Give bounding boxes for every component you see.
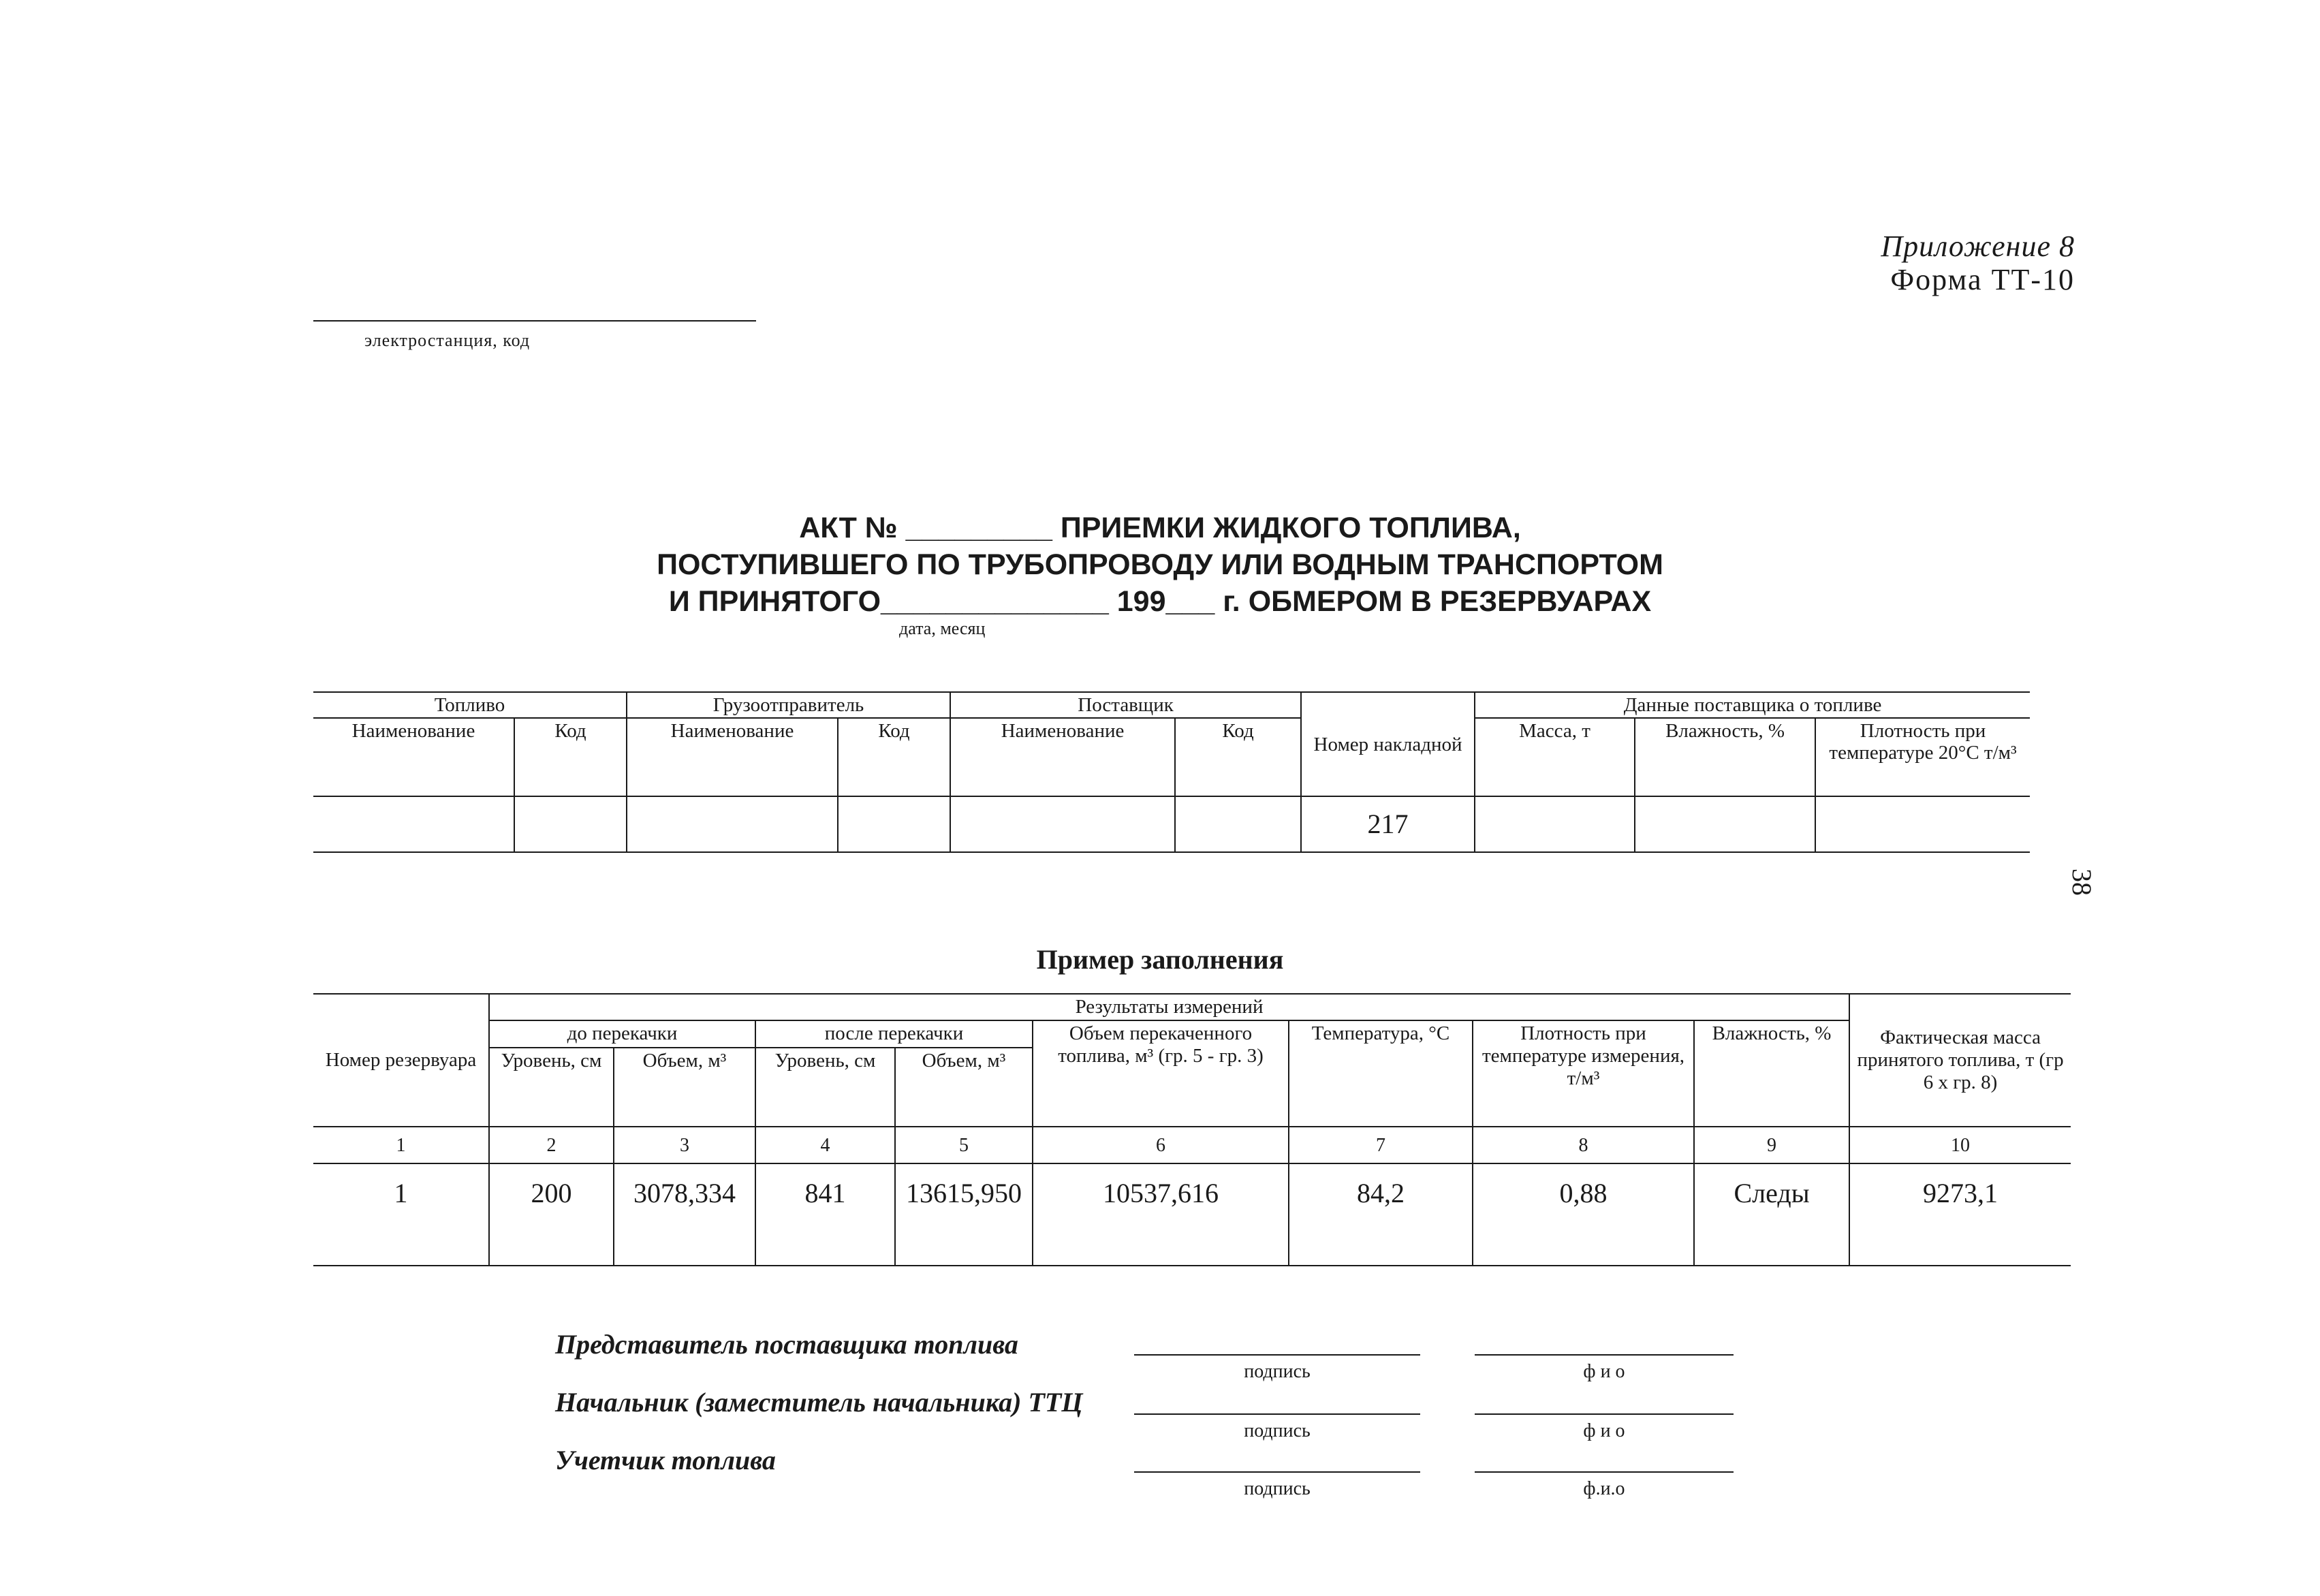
actual-mass-header: Фактическая масса принятого топлива, т (гр 6 х гр. 8): [1849, 994, 2071, 1127]
moisture-meas-cell: Следы: [1694, 1163, 1849, 1266]
group-shipper: Грузоотправитель: [627, 692, 950, 718]
name-line: [1475, 1354, 1734, 1356]
signature-line: [1134, 1471, 1420, 1473]
temperature-cell: 84,2: [1289, 1163, 1473, 1266]
plant-line: [313, 320, 756, 322]
density-header: Плотность при температуре 20°С т/м³: [1815, 718, 2030, 796]
volume-before-header: Объем, м³: [614, 1048, 755, 1127]
mass-header: Масса, т: [1475, 718, 1635, 796]
density-meas-cell: 0,88: [1473, 1163, 1694, 1266]
signature-label-supplier: Представитель поставщика топлива: [555, 1329, 1018, 1360]
col-number: 5: [895, 1127, 1033, 1163]
fuel-code-cell: [514, 796, 627, 852]
level-after-cell: 841: [755, 1163, 895, 1266]
sign-caption: подпись: [1244, 1361, 1311, 1382]
col-number: 6: [1033, 1127, 1289, 1163]
page-number: 38: [2067, 869, 2097, 896]
col-number: 4: [755, 1127, 895, 1163]
fuel-code-header: Код: [514, 718, 627, 796]
volume-before-cell: 3078,334: [614, 1163, 755, 1266]
temperature-header: Температура, °С: [1289, 1020, 1473, 1127]
name-line: [1475, 1471, 1734, 1473]
results-header: Результаты измерений: [489, 994, 1849, 1020]
invoice-header: Номер накладной: [1301, 692, 1475, 796]
volume-after-header: Объем, м³: [895, 1048, 1033, 1127]
signature-label-head: Начальник (заместитель начальника) ТТЦ: [555, 1387, 1083, 1418]
col-number: 1: [313, 1127, 489, 1163]
date-caption: дата, месяц: [899, 619, 986, 638]
pumped-volume-cell: 10537,616: [1033, 1163, 1289, 1266]
before-header: до перекачки: [489, 1020, 755, 1048]
shipper-name-cell: [627, 796, 838, 852]
name-line: [1475, 1413, 1734, 1415]
group-supplier: Поставщик: [950, 692, 1301, 718]
title-line-2: ПОСТУПИВШЕГО ПО ТРУБОПРОВОДУ ИЛИ ВОДНЫМ ТРАНСПОРТОМ: [657, 548, 1663, 581]
after-header: после перекачки: [755, 1020, 1033, 1048]
signature-label-accountant: Учетчик топлива: [555, 1445, 776, 1475]
col-number: 9: [1694, 1127, 1849, 1163]
col-number: 3: [614, 1127, 755, 1163]
tank-number-header: Номер резервуара: [313, 994, 489, 1127]
col-number: 2: [489, 1127, 614, 1163]
col-number: 10: [1849, 1127, 2071, 1163]
invoice-cell: 217: [1301, 796, 1475, 852]
mass-cell: [1475, 796, 1635, 852]
plant-caption: электростанция, код: [364, 330, 531, 350]
group-supplier-data: Данные поставщика о топливе: [1475, 692, 2030, 718]
title-line-3: И ПРИНЯТОГО______________ 199___ г. ОБМЕРОМ В РЕЗЕРВУАРАХ: [668, 585, 1652, 618]
measure-table: [313, 993, 2071, 1266]
moisture-cell: [1635, 796, 1815, 852]
signature-line: [1134, 1354, 1420, 1356]
tank-number-cell: 1: [313, 1163, 489, 1266]
density-meas-header: Плотность при температуре измерения, т/м³: [1473, 1020, 1694, 1127]
name-caption: ф и о: [1583, 1361, 1625, 1382]
pumped-volume-header: Объем перекаченного топлива, м³ (гр. 5 - гр. 3): [1033, 1020, 1289, 1127]
example-heading: Пример заполнения: [1036, 944, 1284, 975]
col-number: 8: [1473, 1127, 1694, 1163]
sign-caption: подпись: [1244, 1420, 1311, 1441]
level-after-header: Уровень, см: [755, 1048, 895, 1127]
col-number: 7: [1289, 1127, 1473, 1163]
sign-caption: подпись: [1244, 1478, 1311, 1499]
supplier-code-header: Код: [1175, 718, 1301, 796]
signature-line: [1134, 1413, 1420, 1415]
supply-table: [313, 691, 2030, 853]
supplier-code-cell: [1175, 796, 1301, 852]
density-cell: [1815, 796, 2030, 852]
appendix-label: Приложение 8: [1881, 230, 2075, 263]
level-before-header: Уровень, см: [489, 1048, 614, 1127]
title-line-1: АКТ № _________ ПРИЕМКИ ЖИДКОГО ТОПЛИВА,: [799, 512, 1521, 544]
name-caption: ф и о: [1583, 1420, 1625, 1441]
name-caption: ф.и.о: [1583, 1478, 1625, 1499]
level-before-cell: 200: [489, 1163, 614, 1266]
shipper-name-header: Наименование: [627, 718, 838, 796]
shipper-code-header: Код: [838, 718, 950, 796]
actual-mass-cell: 9273,1: [1849, 1163, 2071, 1266]
group-fuel: Топливо: [313, 692, 627, 718]
supplier-name-cell: [950, 796, 1175, 852]
moisture-meas-header: Влажность, %: [1694, 1020, 1849, 1127]
supplier-name-header: Наименование: [950, 718, 1175, 796]
shipper-code-cell: [838, 796, 950, 852]
volume-after-cell: 13615,950: [895, 1163, 1033, 1266]
form-name: Форма ТТ-10: [1890, 263, 2075, 296]
fuel-name-cell: [313, 796, 514, 852]
fuel-name-header: Наименование: [313, 718, 514, 796]
moisture-header: Влажность, %: [1635, 718, 1815, 796]
